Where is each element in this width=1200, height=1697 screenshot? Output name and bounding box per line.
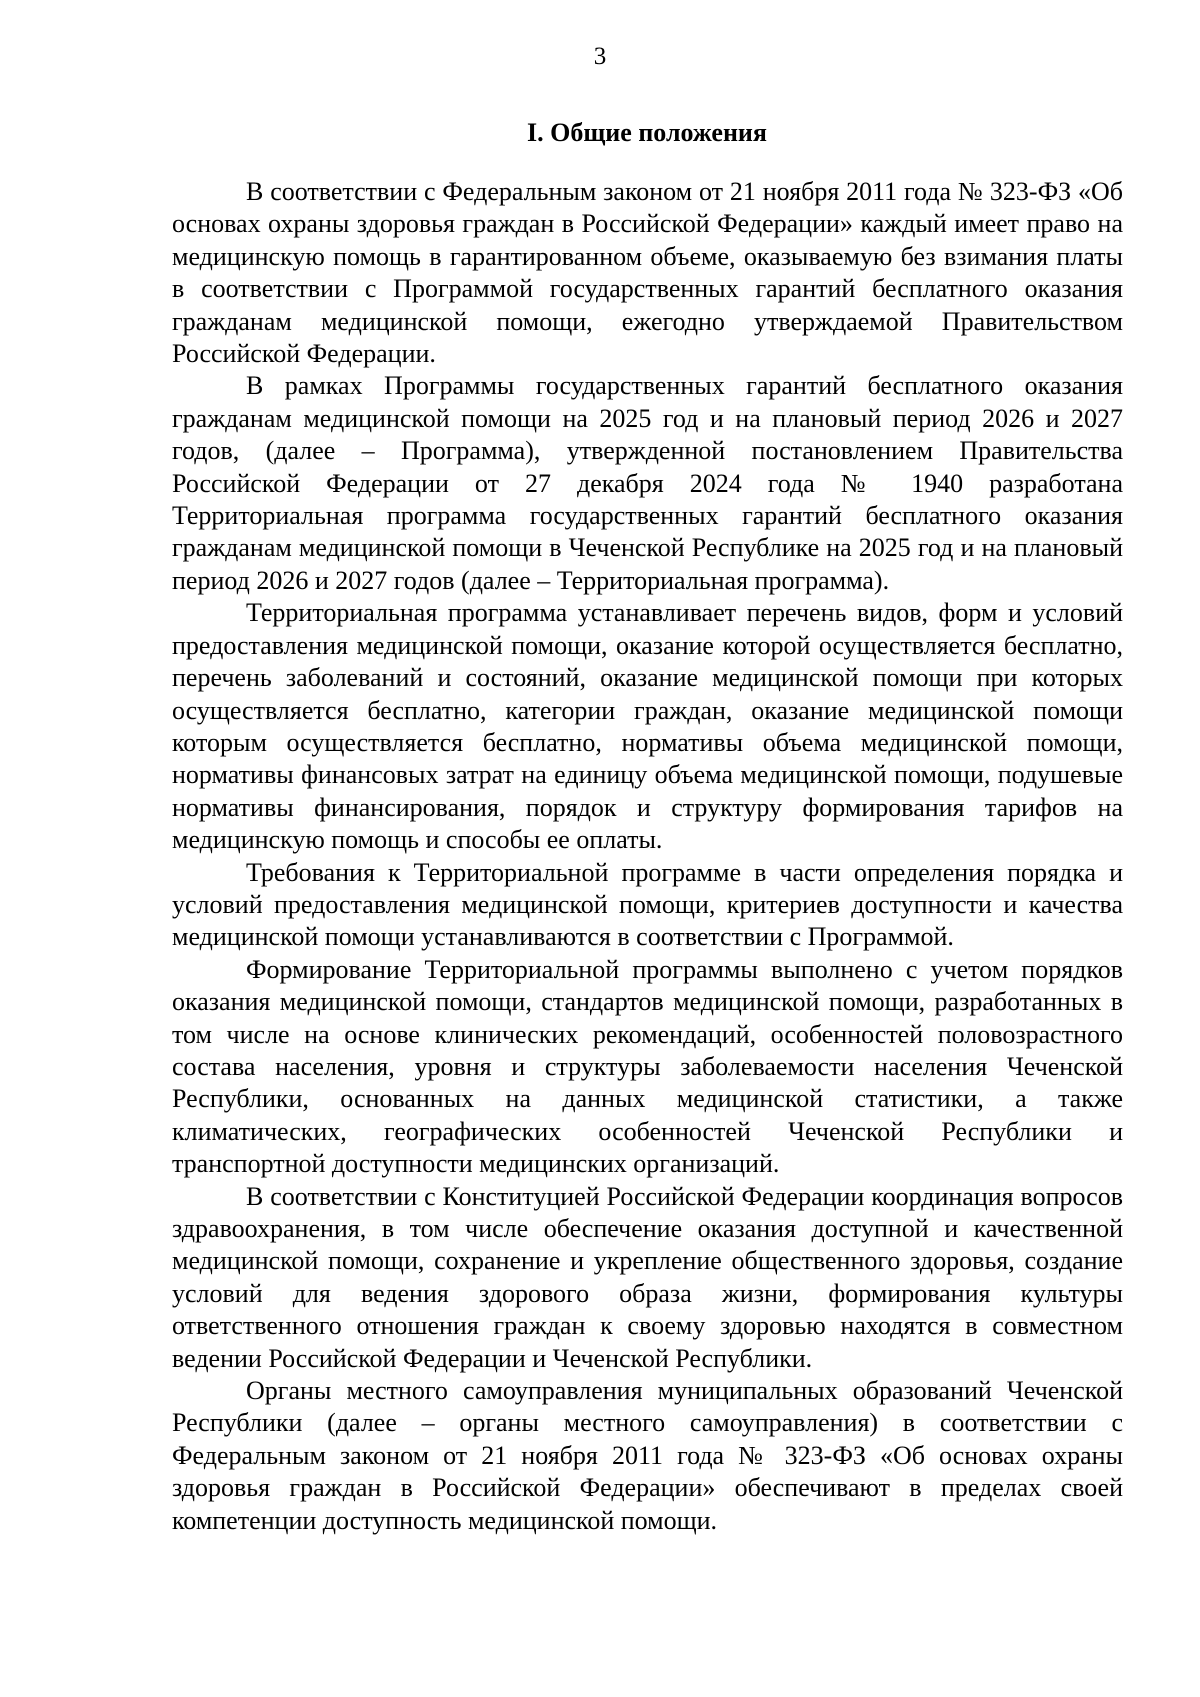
paragraph: Формирование Территориальной программы выполнено с учетом порядков оказания медицинской помощи, стандартов медицинской помощи, разработанных в том числе на основе клинических рекомендаций, особенностей половозрастного состава населения, уровня и структуры заболеваемости населения Чеченской Республики, основанных на данных медицинской статистики, а также климатических, географических особенностей Чеченской Республики и транспортной доступности медицинских организаций. [172,954,1123,1179]
section-title: I. Общие положения [527,118,767,147]
paragraph: Территориальная программа устанавливает перечень видов, форм и условий предоставления медицинской помощи, оказание которой осуществляется бесплатно, перечень заболеваний и состояний, оказание медицинской помощи при которых осуществляется бесплатно, категории граждан, оказание медицинской помощи которым осуществляется бесплатно, нормативы объема медицинской помощи, нормативы финансовых затрат на единицу объема медицинской помощи, подушевые нормативы финансирования, порядок и структуру формирования тарифов на медицинскую помощь и способы ее оплаты. [172,598,1123,855]
paragraph: Требования к Территориальной программе в части определения порядка и условий предоставления медицинской помощи, критериев доступности и качества медицинской помощи устанавливаются в соответствии с Программой. [172,857,1123,952]
paragraph: В рамках Программы государственных гарантий бесплатного оказания гражданам медицинской помощи на 2025 год и на плановый период 2026 и 2027 годов, (далее – Программа), утвержденной постановлением Правительства Российской Федерации от 27 декабря 2024 года № 1940 разработана Территориальная программа государственных гарантий бесплатного оказания гражданам медицинской помощи в Чеченской Республике на 2025 год и на плановый период 2026 и 2027 годов (далее – Территориальная программа). [172,371,1123,595]
paragraph: Органы местного самоуправления муниципальных образований Чеченской Республики (далее – органы местного самоуправления) в соответствии с Федеральным законом от 21 ноября 2011 года № 323-ФЗ «Об основах охраны здоровья граждан в Российской Федерации» обеспечивают в пределах своей компетенции доступность медицинской помощи. [172,1376,1123,1535]
page-number: 3 [593,43,607,70]
document-body [172,176,1123,1537]
paragraph: В соответствии с Федеральным законом от 21 ноября 2011 года № 323-ФЗ «Об основах охраны здоровья граждан в Российской Федерации» каждый имеет право на медицинскую помощь в гарантированном объеме, оказываемую без взимания платы в соответствии с Программой государственных гарантий бесплатного оказания гражданам медицинской помощи, ежегодно утверждаемой Правительством Российской Федерации. [172,177,1123,369]
paragraph: В соответствии с Конституцией Российской Федерации координация вопросов здравоохранения, в том числе обеспечение оказания доступной и качественной медицинской помощи, сохранение и укрепление общественного здоровья, создание условий для ведения здорового образа жизни, формирования культуры ответственного отношения граждан к своему здоровью находятся в совместном ведении Российской Федерации и Чеченской Республики. [172,1181,1123,1373]
